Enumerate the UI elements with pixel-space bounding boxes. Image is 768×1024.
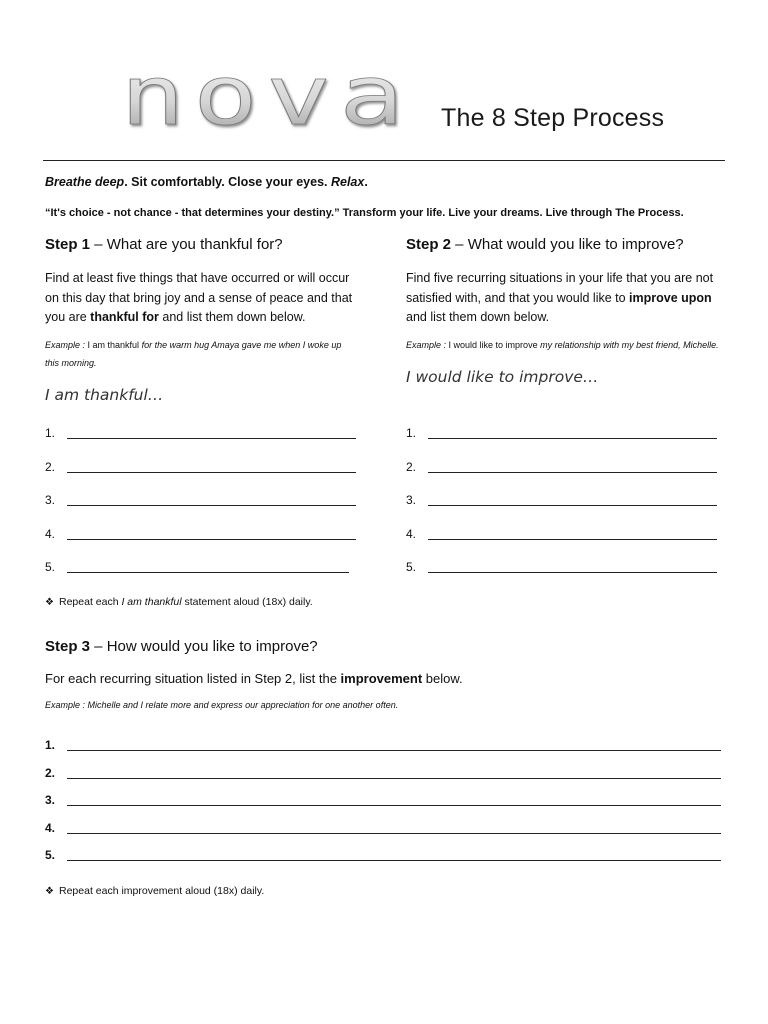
step1-instructions: [45, 269, 363, 328]
intro-quote: “It's choice - not chance - that determines your destiny.” Transform your life. Live your dreams. Live through The Process.: [45, 207, 684, 219]
step2-para-a: Find five recurring situations in your life that you are not satisfied with, and that you would like to: [406, 271, 714, 305]
step3-heading: [45, 638, 725, 655]
step1-bullet-b: I am thankful: [121, 596, 182, 608]
step1-example-a: I am thankful: [85, 339, 142, 350]
list-item: [45, 562, 365, 596]
step2-example-a: I would like to improve: [446, 339, 541, 350]
write-line[interactable]: [428, 472, 717, 473]
step1-example-label: Example :: [45, 339, 86, 350]
step1-label: Step 1: [45, 236, 91, 253]
intro-breathe: [45, 175, 368, 189]
intro-relax: Relax: [330, 175, 365, 189]
step1-example-b: for the warm hug Amaya gave me when I woke up this morning.: [45, 339, 342, 368]
intro-sit: . Sit comfortably. Close your eyes.: [124, 175, 331, 189]
list-number: 2.: [45, 765, 56, 780]
write-line[interactable]: [67, 805, 721, 806]
write-line[interactable]: [67, 778, 721, 779]
diamond-bullet-icon: ❖: [45, 886, 54, 897]
list-item: [45, 793, 725, 824]
list-number: 1.: [45, 426, 56, 440]
step3-para-b: improvement: [340, 671, 423, 686]
nova-logo: [118, 62, 418, 142]
step2-label: Step 2: [406, 236, 452, 253]
nova-logo-mark: [118, 62, 418, 142]
step3-reminder: [45, 885, 264, 897]
list-item: [45, 820, 725, 852]
list-number: 5.: [406, 560, 417, 574]
list-number: 2.: [45, 459, 56, 474]
list-number: 5.: [45, 848, 56, 862]
list-item: [406, 526, 726, 563]
list-number: 2.: [406, 459, 417, 474]
list-number: 3.: [406, 493, 417, 507]
list-item: [45, 526, 365, 563]
write-line[interactable]: [67, 833, 721, 834]
step2-section: [406, 236, 724, 386]
write-line[interactable]: [67, 505, 356, 506]
list-number: 1.: [45, 738, 56, 752]
step1-bullet-c: statement aloud (18x) daily.: [181, 596, 313, 608]
step3-para-c: below.: [422, 671, 463, 686]
step1-para-b: thankful for: [90, 310, 159, 324]
step3-label: Step 3: [45, 638, 91, 655]
write-line[interactable]: [428, 438, 717, 439]
svg-text:nova: nova: [120, 62, 412, 142]
step2-heading: [406, 236, 724, 253]
step3-example: Example : Michelle and I relate more and express our appreciation for one another often.: [45, 700, 399, 710]
step2-para-c: and list them down below.: [406, 310, 550, 324]
diamond-bullet-icon: ❖: [45, 597, 54, 608]
step1-heading: [45, 236, 363, 253]
list-item: [406, 495, 726, 529]
step2-question: – What would you like to improve?: [451, 236, 684, 253]
step1-para-a: Find at least five things that have occurred or will occur on this day that bring joy and a sense of peace and that you are: [45, 271, 353, 324]
list-item: [406, 428, 726, 462]
step3-question: – How would you like to improve?: [90, 638, 318, 655]
step2-instructions: [406, 269, 716, 328]
header-divider: [43, 160, 725, 161]
step2-example: [406, 336, 724, 354]
step1-para-c: and list them down below.: [158, 310, 306, 324]
step1-example: [45, 336, 345, 372]
step3-instructions: [45, 671, 725, 686]
write-line[interactable]: [67, 472, 356, 473]
list-number: 4.: [406, 526, 417, 541]
list-item: [45, 459, 365, 496]
step1-bullet-a: Repeat each: [59, 596, 122, 608]
write-line[interactable]: [67, 572, 349, 573]
list-item: [406, 562, 726, 596]
write-line[interactable]: [67, 750, 721, 751]
list-number: 5.: [45, 560, 56, 574]
write-line[interactable]: [67, 860, 721, 861]
step1-section: [45, 236, 363, 404]
write-line[interactable]: [67, 438, 356, 439]
list-item: [45, 495, 365, 529]
list-number: 1.: [406, 426, 417, 440]
write-line[interactable]: [428, 505, 717, 506]
page-title: The 8 Step Process: [441, 104, 665, 132]
step3-bullet: Repeat each improvement aloud (18x) daily.: [59, 885, 265, 897]
step3-list: [45, 738, 725, 879]
list-number: 3.: [45, 493, 56, 507]
step2-example-label: Example :: [406, 339, 447, 350]
list-item: [45, 848, 725, 879]
write-line[interactable]: [428, 572, 717, 573]
list-item: [45, 428, 365, 462]
list-number: 4.: [45, 526, 56, 541]
step1-reminder: [45, 596, 313, 608]
step3-para-a: For each recurring situation listed in Step 2, list the: [45, 671, 341, 686]
step2-prompt: I would like to improve…: [406, 367, 599, 386]
list-item: [406, 459, 726, 496]
step3-section: [45, 638, 725, 714]
write-line[interactable]: [67, 539, 356, 540]
list-item: [45, 738, 725, 769]
intro-breathe-deep: Breathe deep: [45, 175, 125, 189]
list-item: [45, 765, 725, 797]
step1-question: – What are you thankful for?: [90, 236, 283, 253]
step2-example-b: my relationship with my best friend, Michelle.: [540, 339, 719, 350]
step2-para-b: improve upon: [629, 290, 712, 305]
step1-list: [45, 428, 365, 596]
step1-prompt: I am thankful…: [45, 385, 164, 404]
intro-period: .: [364, 175, 368, 189]
step2-list: [406, 428, 726, 596]
list-number: 3.: [45, 793, 56, 807]
write-line[interactable]: [428, 539, 717, 540]
list-number: 4.: [45, 820, 56, 835]
